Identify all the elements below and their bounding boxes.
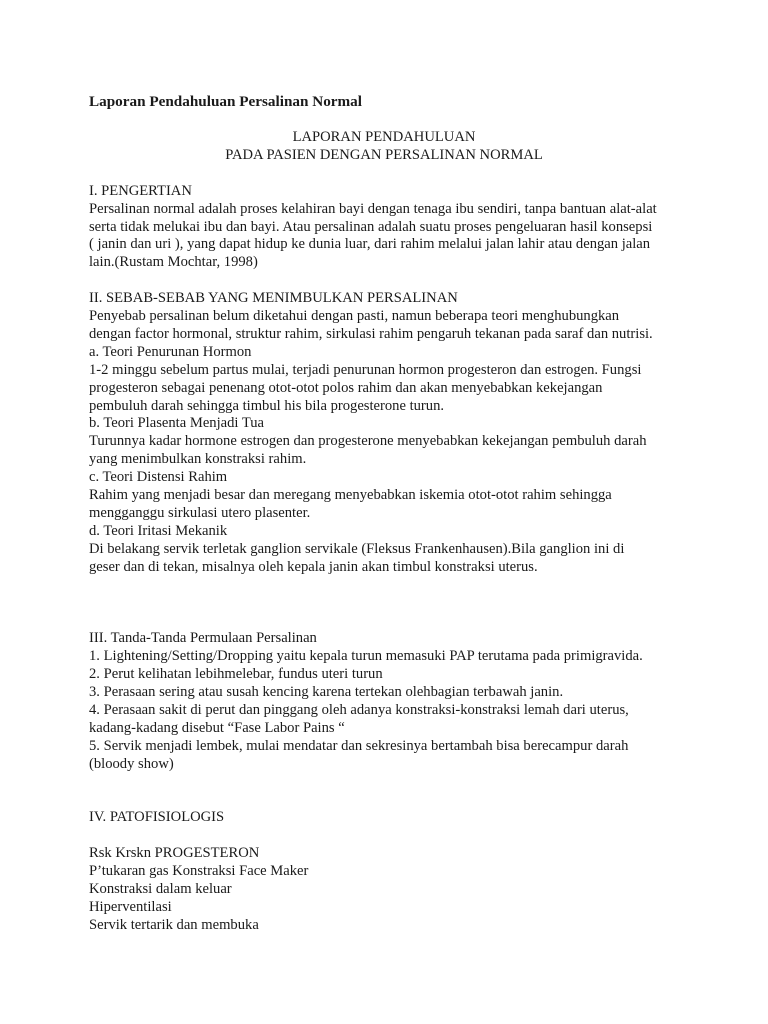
document-page [89, 92, 689, 935]
paragraph-line: mengganggu sirkulasi utero plasenter. [89, 505, 311, 521]
paragraph-line: P’tukaran gas Konstraksi Face Maker [89, 863, 309, 880]
paragraph-line: 1-2 minggu sebelum partus mulai, terjadi penurunan hormon progesteron dan estrogen. Fungsi [89, 361, 642, 378]
section-tanda-tanda [89, 630, 689, 773]
list-item: 3. Perasaan sering atau susah kencing karena tertekan olehbagian terbawah janin. [89, 684, 564, 701]
section-heading: IV. PATOFISIOLOGIS [89, 809, 225, 826]
paragraph-line: geser dan di tekan, misalnya oleh kepala janin akan timbul konstraksi uterus. [89, 558, 538, 575]
subheading-line: c. Teori Distensi Rahim [89, 469, 228, 486]
list-item: 4. Perasaan sakit di perut dan pinggang oleh adanya konstraksi-konstraksi lemah dari uterus, [89, 701, 629, 718]
paragraph-line: Di belakang servik terletak ganglion servikale (Fleksus Frankenhausen).Bila ganglion ini di [89, 540, 625, 557]
subheading-line: b. Teori Plasenta Menjadi Tua [89, 415, 265, 432]
list-item: kadang-kadang disebut “Fase Labor Pains “ [89, 719, 345, 736]
paragraph-line: ( janin dan uri ), yang dapat hidup ke dunia luar, dari rahim melalui jalan lahir atau dengan jalan [89, 236, 651, 253]
list-item: 1. Lightening/Setting/Dropping yaitu kepala turun memasuki PAP terutama pada primigravida. [89, 648, 643, 665]
paragraph-line: Hiperventilasi [89, 898, 172, 915]
paragraph-line: progesteron sebagai penenang otot-otot polos rahim dan akan menyebabkan kekejangan [89, 379, 603, 396]
paragraph-line: Penyebab persalinan belum diketahui dengan pasti, namun beberapa teori menghubungkan [89, 308, 620, 325]
list-item: (bloody show) [89, 755, 174, 772]
paragraph-line: Persalinan normal adalah proses kelahiran bayi dengan tenaga ibu sendiri, tanpa bantuan alat-alat [89, 200, 657, 217]
section-heading: II. SEBAB-SEBAB YANG MENIMBULKAN PERSALINAN [89, 290, 458, 307]
subheading-line: d. Teori Iritasi Mekanik [89, 522, 228, 539]
section-pengertian [89, 183, 689, 273]
paragraph-line: Turunnya kadar hormone estrogen dan progesterone menyebabkan kekejangan pembuluh darah [89, 433, 647, 450]
paragraph-line: yang menimbulkan konstraksi rahim. [89, 451, 307, 468]
heading-line-1: LAPORAN PENDAHULUAN [292, 129, 476, 145]
paragraph-line: Servik tertarik dan membuka [89, 916, 259, 933]
section-sebab [89, 290, 689, 577]
section-patofisiologis [89, 809, 689, 934]
section-heading: III. Tanda-Tanda Permulaan Persalinan [89, 630, 317, 647]
paragraph-line: Konstraksi dalam keluar [89, 880, 232, 897]
heading-line-2: PADA PASIEN DENGAN PERSALINAN NORMAL [225, 146, 543, 163]
paragraph-line: pembuluh darah sehingga timbul his bila progesterone turun. [89, 397, 445, 414]
document-title: Laporan Pendahuluan Persalinan Normal [89, 93, 362, 110]
list-item: 2. Perut kelihatan lebihmelebar, fundus uteri turun [89, 666, 383, 683]
subheading-line: a. Teori Penurunan Hormon [89, 343, 252, 360]
paragraph-line: serta tidak melukai ibu dan bayi. Atau persalinan adalah suatu proses pengeluaran hasil konsepsi [89, 218, 653, 235]
section-heading: I. PENGERTIAN [89, 182, 192, 199]
paragraph-line: lain.(Rustam Mochtar, 1998) [89, 254, 258, 271]
list-item: 5. Servik menjadi lembek, mulai mendatar dan sekresinya bertambah bisa berecampur darah [89, 737, 629, 754]
paragraph-line: dengan factor hormonal, struktur rahim, sirkulasi rahim pengaruh tekanan pada saraf dan nutrisi. [89, 325, 653, 342]
paragraph-line: Rahim yang menjadi besar dan meregang menyebabkan iskemia otot-otot rahim sehingga [89, 487, 612, 504]
paragraph-line: Rsk Krskn PROGESTERON [89, 845, 260, 862]
